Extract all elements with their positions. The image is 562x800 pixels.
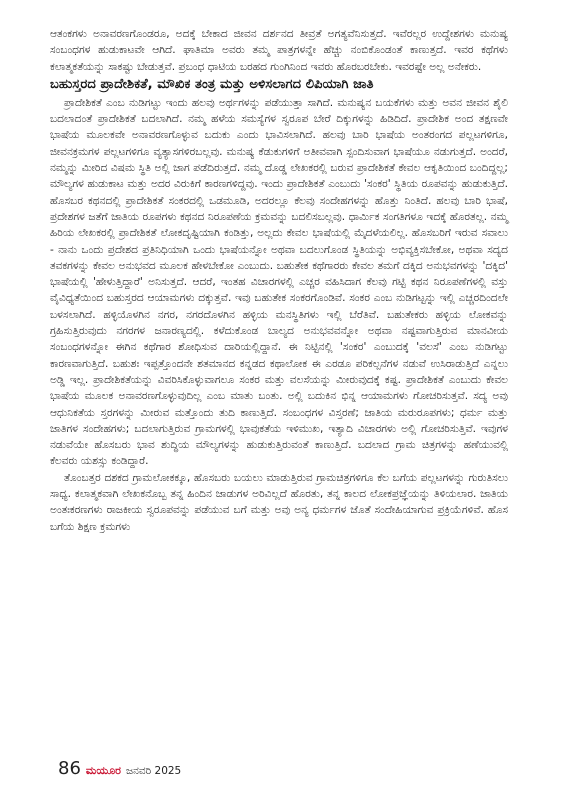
issue-date: ಜನವರಿ 2025 bbox=[126, 765, 182, 777]
section-heading: ಬಹುಸ್ತರದ ಪ್ರಾದೇಶಿಕತೆ, ಮೌಖಿಕ ತಂತ್ರ ಮತ್ತು ಅಳಿಸಲಾಗದ ಲಿಪಿಯಾಗಿ ಜಾತಿ bbox=[50, 76, 374, 92]
page-number: 86 bbox=[58, 758, 81, 779]
paragraph-2: ಪ್ರಾದೇಶಿಕತೆ ಎಂಬ ನುಡಿಗಟ್ಟು ಇಂದು ಹಲವು ಅರ್ಥಗಳನ್ನು ಪಡೆಯುತ್ತಾ ಸಾಗಿದೆ. ಮನುಷ್ಯನ ಬಯಕೆಗಳು ಮತ್ತು ಅವನ ಜೀವನ ಶೈಲಿ ಬದಲಾದಂತೆ ಪ್ರಾದೇಶಿಕತೆ ಬದಲಾಗಿದೆ. ನಮ್ಮ ಹಳೆಯ ಸಮಸ್ಯೆಗಳ ಸ್ವರೂಪ ಬೇರೆ ದಿಕ್ಕುಗಳನ್ನು ಹಿಡಿದಿದೆ. ಪ್ರಾದೇಶಿಕ ಅಂದ ತಕ್ಷಣವೇ ಭಾಷೆಯ ಮೂಲಕವೇ ಅನಾವರಣಗೊಳ್ಳುವ ಬದುಕು ಎಂದು ಭಾವಿಸಲಾಗಿದೆ. ಹಲವು ಬಾರಿ ಭಾಷೆಯ ಅಂತರಂಗದ ಪಲ್ಲಟಗಳಿಗೂ, ಜೀವನಕ್ರಮಗಳ ಪಲ್ಲಟಗಳಿಗೂ ವ್ಯತ್ಯಾಸಗಳಿರಬಲ್ಲವು. ಮನುಷ್ಯ ಕೆಡುಕುಗಳಿಗೆ ಅತೀವವಾಗಿ ಸ್ಪಂದಿಸುವಾಗ ಭಾಷೆಯೂ ನಡುಗುತ್ತದೆ. ಅಂದರೆ, ನಮ್ಮನ್ನು ಮೀರಿದ ವಿಷಮ ಸ್ಥಿತಿ ಅಲ್ಲಿ ಜಾಗ ಪಡೆದಿರುತ್ತದೆ. ನಮ್ಮ ದೊಡ್ಡ ಲೇಖಕರಲ್ಲಿ ಬರುವ ಪ್ರಾದೇಶಿಕತೆ ಕೇವಲ ಆಕೃತಿಯಿಂದ ಬಂದಿದ್ದಲ್ಲ; ಮೌಲ್ಯಗಳ ಹುಡುಕಾಟ ಮತ್ತು ಅದರ ವಿರುಕಿಗೆ ಕಾರಣಗಳಿದ್ದವು. ಇಂದು ಪ್ರಾದೇಶಿಕತೆ ಎಂಬುದು 'ಸಂಕರ' ಸ್ಥಿತಿಯ ರೂಪವನ್ನು ಹುಡುಕುತ್ತಿದೆ. ಹೊಸಬರ ಕಥನದಲ್ಲಿ ಪ್ರಾದೇಶಿಕತೆ ಸಂಕರದಲ್ಲಿ ಒಡಮೂಡಿ, ಅದರಲ್ಲೂ ಕೆಲವು ಸಂದೇಹಗಳನ್ನು ಹೊತ್ತು ನಿಂತಿದೆ. ಹಲವು ಬಾರಿ ಭಾಷೆ, ಪ್ರದೇಶಗಳ ಜತೆಗೆ ಜಾತಿಯ ರೂಪಗಳು ಕಥನದ ನಿರೂಪಣೆಯ ಕ್ರಮವನ್ನು ಬದಲಿಸಬಲ್ಲವು. ಧಾರ್ಮಿಕ ಸಂಗತಿಗಳೂ ಇದಕ್ಕೆ ಹೊರತಲ್ಲ. ನಮ್ಮ ಹಿರಿಯ ಲೇಖಕರಲ್ಲಿ ಪ್ರಾದೇಶಿಕತೆ ಲೋಕದೃಷ್ಟಿಯಾಗಿ ಕಂಡಿತ್ತು, ಅಲ್ಲದು ಕೇವಲ ಭಾಷೆಯಲ್ಲಿ ಮೈದಳೆಯಲಿಲ್ಲ. ಹೊಸಬರಿಗೆ ಇರುವ ಸವಾಲು - ನಾನು ಒಂದು ಪ್ರದೇಶದ ಪ್ರತಿನಿಧಿಯಾಗಿ ಒಂದು ಭಾಷೆಯನ್ನೋ ಅಥವಾ ಬದಲುಗೊಂಡ ಸ್ಥಿತಿಯನ್ನು ಅಭಿವ್ಯಕ್ತಿಸಬೇಕೋ, ಅಥವಾ ಸದ್ಯದ ತವಕಗಳನ್ನು ಕೇವಲ ಅನುಭವದ ಮೂಲಕ ಹೇಳಬೇಕೋ ಎಂಬುದು. ಬಹುತೇಕ ಕಥೆಗಾರರು ಕೇವಲ ತಮಗೆ ದಕ್ಕಿದ ಅನುಭವಗಳನ್ನು 'ದಕ್ಕಿದ' ಭಾಷೆಯಲ್ಲಿ 'ಹೇಳುತ್ತಿದ್ದಾರೆ' ಅನಿಸುತ್ತದೆ. ಆದರೆ, ಇಂತಹ ವಿಚಾರಗಳಲ್ಲಿ ಎಚ್ಚರ ವಹಿಸಿದಾಗ ಕೆಲವು ಗಟ್ಟಿ ಕಥನ ನಿರೂಪಣೆಗಳಲ್ಲಿ ವಸ್ತು ವೈವಿಧ್ಯತೆಯಿಂದ ಬಹುಸ್ತರದ ಆಯಾಮಗಳು ದಕ್ಕುತ್ತವೆ. ಇವು ಬಹುತೇಕ ಸಂಕರಗೊಂಡಿವೆ. ಸಂಕರ ಎಂಬ ನುಡಿಗಟ್ಟನ್ನು ಇಲ್ಲಿ ಎಚ್ಚರದಿಂದಲೇ ಬಳಸಲಾಗಿದೆ. ಹಳ್ಳಿಯೊಳಗಿನ ನಗರ, ನಗರದೊಳಗಿನ ಹಳ್ಳಿಯ ಮನಸ್ಥಿತಿಗಳು ಇಲ್ಲಿ ಬೆರೆತಿವೆ. ಬಹುತೇಕರು ಹಳ್ಳಿಯ ಲೋಕವನ್ನು ಗ್ರಹಿಸುತ್ತಿರುವುದು ನಗರಗಳ ಜನಾರಣ್ಯದಲ್ಲಿ. ಕಳೆದುಕೊಂಡ ಬಾಲ್ಯದ ಅನುಭವವನ್ನೋ ಅಥವಾ ನಷ್ಟವಾಗುತ್ತಿರುವ ಮಾನವೀಯ ಸಂಬಂಧಗಳನ್ನೋ ಈಗಿನ ಕಥೆಗಾರ ಶೋಧಿಸುವ ದಾರಿಯಲ್ಲಿದ್ದಾನೆ. ಈ ನಿಟ್ಟಿನಲ್ಲಿ 'ಸಂಕರ' ಎಂಬುದಕ್ಕೆ 'ವಲಸೆ' ಎಂಬ ನುಡಿಗಟ್ಟು ಕಾರಣವಾಗುತ್ತಿದೆ. ಬಹುಶಃ ಇಪ್ಪತ್ತೊಂದನೇ ಶತಮಾನದ ಕನ್ನಡದ ಕಥಾಲೋಕ ಈ ಎರಡೂ ಪರಿಕಲ್ಪನೆಗಳ ನಡುವೆ ಉಸಿರಾಡುತ್ತಿದೆ ಎನ್ನಲು ಅಡ್ಡಿ ಇಲ್ಲ. ಪ್ರಾದೇಶಿಕತೆಯನ್ನು ವಿವರಿಸಿಕೊಳ್ಳುವಾಗಲೂ ಸಂಕರ ಮತ್ತು ವಲಸೆಯನ್ನು ಮೀರುವುದಕ್ಕೆ ಕಷ್ಟ. ಪ್ರಾದೇಶಿಕತೆ ಎಂಬುದು ಕೇವಲ ಭಾಷೆಯ ಮೂಲಕ ಅನಾವರಣಗೊಳ್ಳುವುದಿಲ್ಲ ಎಂಬ ಮಾತು ಬಂತು. ಅಲ್ಲಿ ಬದುಕಿನ ಭಿನ್ನ ಆಯಾಮಗಳು ಗೋಚರಿಸುತ್ತವೆ. ಸದ್ಯ ಅವು ಆಧುನಿಕತೆಯ ಸ್ತರಗಳನ್ನು ಮೀರುವ ಮತ್ತೊಂದು ತುದಿ ಕಾಣುತ್ತಿದೆ. ಸಂಬಂಧಗಳ ವಿಸ್ತರಣೆ; ಜಾತಿಯ ಮರುರೂಪಗಳು; ಧರ್ಮ ಮತ್ತು ಜಾತಿಗಳ ಸಂದೇಹಗಳು; ಬದಲಾಗುತ್ತಿರುವ ಗ್ರಾಮಗಳಲ್ಲಿ ಭಾವುಕತೆಯ ಇಳಿಮುಖ, ಇತ್ಯಾದಿ ವಿಚಾರಗಳು ಅಲ್ಲಿ ಗೋಚರಿಸುತ್ತಿವೆ. ಇವುಗಳ ನಡುವೆಯೇ ಹೊಸಬರು ಭಾವ ಶುದ್ಧಿಯ ಮೌಲ್ಯಗಳನ್ನು ಹುಡುಕುತ್ತಿರುವಂತೆ ಕಾಣುತ್ತಿದೆ. ಬದಲಾದ ಗ್ರಾಮ ಚಿತ್ರಗಳನ್ನು ಹಣೆಯುವಲ್ಲಿ ಕೆಲವರು ಯಶಸ್ಸು ಕಂಡಿದ್ದಾರೆ. bbox=[50, 96, 508, 468]
magazine-logo: ಮಯೂರ bbox=[85, 764, 121, 777]
page-footer bbox=[58, 758, 181, 779]
paragraph-1: ಆತಂಕಗಳು ಅನಾವರಣಗೊಂಡರೂ, ಅದಕ್ಕೆ ಬೇಕಾದ ಜೀವನ ದರ್ಶನದ ತೀವ್ರತೆ ಅಗತ್ಯವೆನಿಸುತ್ತದೆ. ಇವೆರಲ್ಲರ ಉದ್ದೇಶಗಳು ಮನುಷ್ಯ ಸಂಬಂಧಗಳ ಹುಡುಕಾಟವೇ ಆಗಿದೆ. ಘಾತಿಮಾ ಅವರು ತಮ್ಮ ಪಾತ್ರಗಳನ್ನೇ ಹೆಚ್ಚು ನಂಬಿಕೊಂಡಂತೆ ಕಾಣುತ್ತದೆ. ಇವರ ಕಥೆಗಳು ಕಲಾತ್ಮಕತೆಯನ್ನು ಸಾಕಷ್ಟು ಬೇಡುತ್ತವೆ. ಪ್ರಬಂಧ ಧಾಟಿಯ ಬರಹದ ಗುಂಗಿನಿಂದ ಇವರು ಹೊರಬರಬೇಕು. ಇವರಷ್ಟೇ ಅಲ್ಲ ಅನೇಕರು. bbox=[50, 28, 508, 73]
paragraph-3: ತೊಂಬತ್ತರ ದಶಕದ ಗ್ರಾಮಲೋಕಕ್ಕೂ, ಹೊಸಬರು ಬಯಲು ಮಾಡುತ್ತಿರುವ ಗ್ರಾಮಚಿತ್ರಗಳಿಗೂ ಕೆಲ ಬಗೆಯ ಪಲ್ಲಟಗಳನ್ನು ಗುರುತಿಸಲು ಸಾಧ್ಯ. ಕಲಾತ್ಮಕವಾಗಿ ಲೇಖಕನೊಬ್ಬ ತನ್ನ ಹಿಂದಿನ ಜಾಡುಗಳ ಅರಿವಿಲ್ಲದೆ ಹೊರತು, ತನ್ನ ಕಾಲದ ಲೋಕಪ್ರಜ್ಞೆಯನ್ನು ತಿಳಿಯಲಾರ. ಜಾತಿಯ ಅಂತಃಕರಣಗಳು ರಾಜಕೀಯ ಸ್ವರೂಪವನ್ನು ಪಡೆಯುವ ಬಗೆ ಮತ್ತು ಅವು ಅನ್ಯ ಧರ್ಮಗಳ ಜೊತೆ ಸಂದೇಹಿಯಾಗುವ ಪ್ರಕ್ರಿಯೆಗಳಿವೆ. ಹೊಸ ಬಗೆಯ ಶಿಕ್ಷಣ ಕ್ರಮಗಳು bbox=[50, 471, 508, 533]
article-page bbox=[50, 26, 508, 535]
article-body bbox=[50, 26, 508, 535]
